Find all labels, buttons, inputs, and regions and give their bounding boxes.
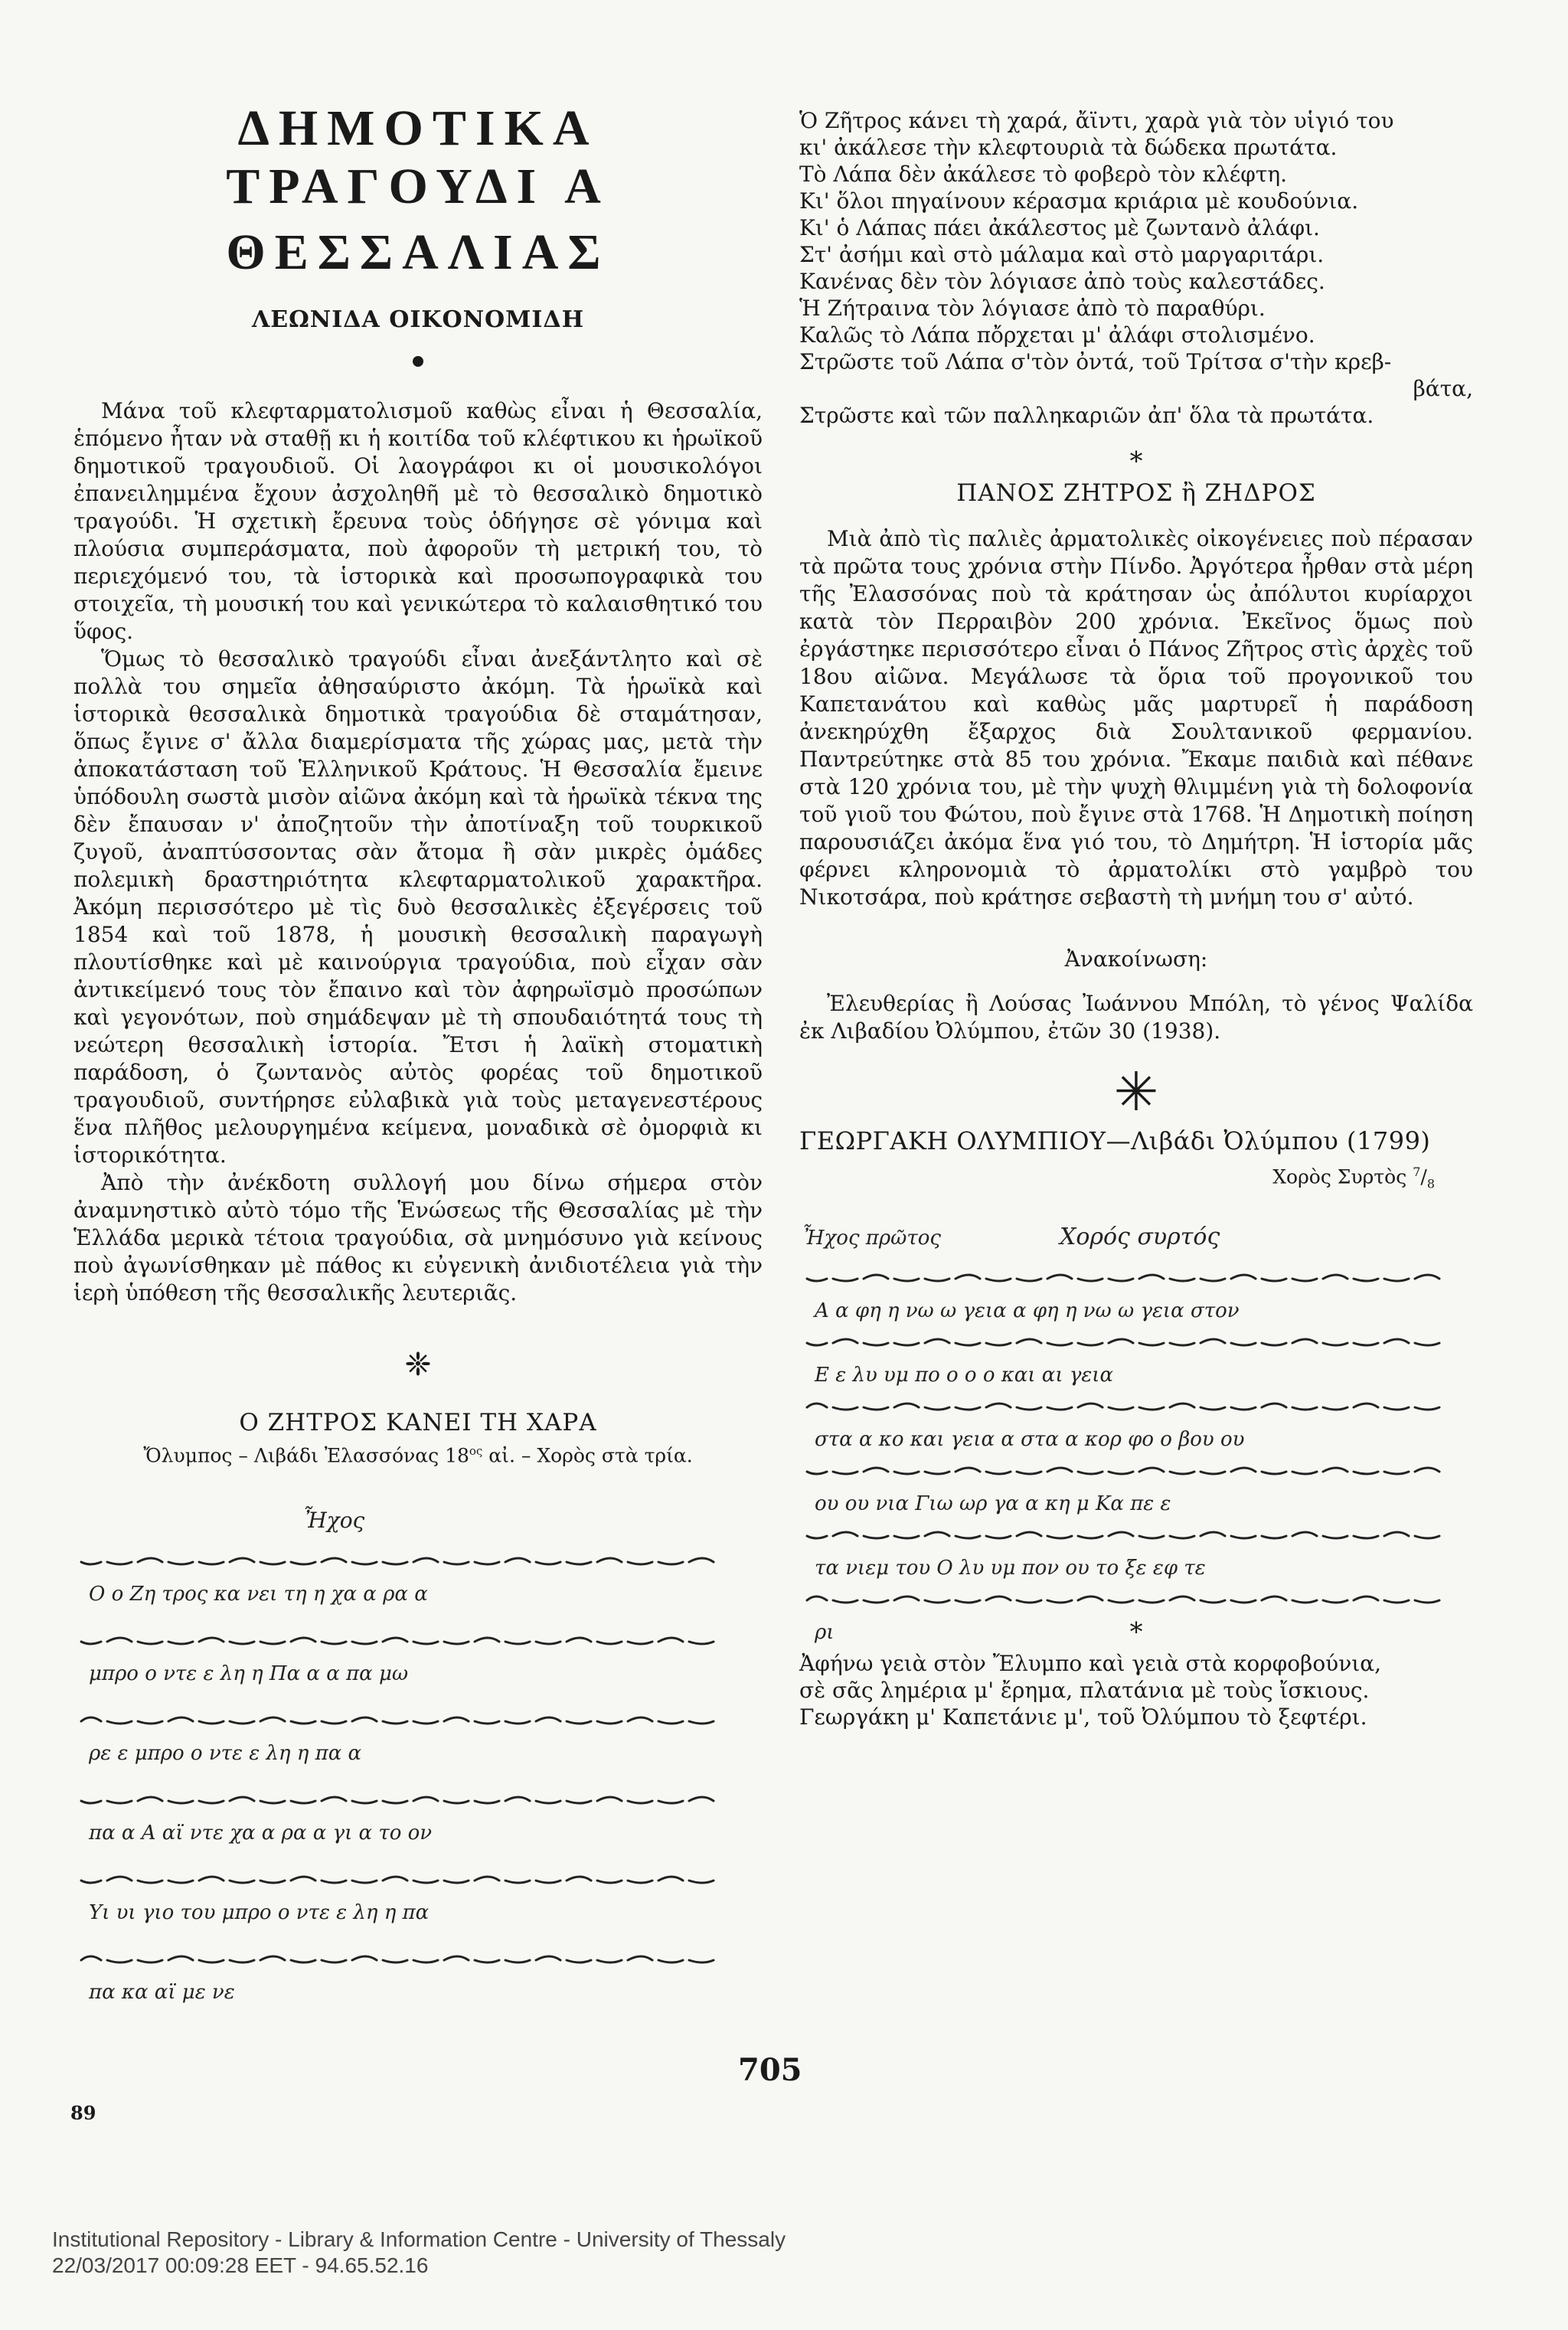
- lyric-syllables: πα κα αϊ με νε: [89, 1981, 235, 2005]
- star-separator-icon: ∗: [1127, 441, 1145, 472]
- footer-line-1: Institutional Repository - Library & Information Centre - University of Thessaly: [52, 2227, 786, 2251]
- song-title: Ο ΖΗΤΡΟΣ ΚΑΝΕΙ ΤΗ ΧΑΡΑ: [239, 1408, 597, 1436]
- neume-line: [81, 1956, 720, 1962]
- section-title: ΠΑΝΟΣ ΖΗΤΡΟΣ ἢ ΖΗΔΡΟΣ: [956, 479, 1316, 507]
- article-title-line2: ΘΕΣΣΑΛΙΑΣ: [226, 224, 610, 280]
- verse-line: Κανένας δὲν τὸν λόγιασε ἀπὸ τοὺς καλεστάδες.: [799, 269, 1325, 294]
- right-column: [799, 107, 1473, 1730]
- song-subtitle: Ὄλυμπος – Λιβάδι Ἐλασσόνας $18^{o\varsigma}$ αἰ. – Χορὸς στὰ τρία.: [143, 1443, 693, 1467]
- verse-line: Καλῶς τὸ Λάπα πὄρχεται μ' ἀλάφι στολισμένο.: [799, 322, 1315, 348]
- verse-last: Στρῶστε καὶ τῶν παλληκαριῶν ἀπ' ὅλα τὰ πρωτάτα.: [799, 403, 1374, 428]
- intro-paragraph-2: Ὅμως τὸ θεσσαλικὸ τραγούδι εἶναι ἀνεξάντλητο καὶ σὲ πολλὰ του σημεῖα ἀθησαύριστο ἀκόμη. Τὰ ἡρωϊκὰ καὶ ἱστορικὰ θεσσαλικὰ δημοτικὰ τραγούδια δὲ σταμάτησαν, ὅπως ἔγινε σ' ἄλλα διαμερίσματα τῆς χώρας μας, μετὰ τὴν ἀποκατάσταση τοῦ Ἑλληνικοῦ Κράτους. Ἡ Θεσσαλία ἔμεινε ὑπόδουλη σωστὰ μισὸν αἰῶνα ἀκόμη καὶ τὰ ἡρωϊκὰ τέκνα της δὲν ἔπαυσαν ν' ἀποζητοῦν τὴν ἀποτίναξη τοῦ τουρκικοῦ ζυγοῦ, ἀναπτύσσοντας σὰν ἄτομα ἢ σὰν μικρὲς ὁμάδες πολεμικὴ δραστηριότητα κλεφταρματολικοῦ χαρακτῆρα. Ἀκόμη περισσότερο μὲ τὶς δυὸ θεσσαλικὲς ἐξεγέρσεις τοῦ 1854 καὶ τοῦ 1878, ἡ μουσικὴ θεσσαλικὴ παραγωγὴ πλουτίσθηκε καὶ μὲ καινούργια τραγούδια, ποὺ εἶχαν σὰν ἀντικείμενό τους τὸν ἔπαινο καὶ τὸν ἀφηρωϊσμὸ προσώπων καὶ γεγονότων, ποὺ σημάδεψαν μὲ τὴ σπουδαιότητά τους τὴ νεώτερη θεσσαλικὴ ἱστορία. Ἔτσι ἡ λαϊκὴ στοματικὴ παράδοση, ὁ ζωντανὸς αὐτὸς φορέας τοῦ δημοτικοῦ τραγουδιοῦ, συντήρησε εὐλαβικὰ γιὰ τοὺς μεταγενεστέρους ἕνα πλῆθος μελουργημένα κείμενα, μοναδικὰ σὲ ὀμορφιὰ κι ἱστορικότητα.: [74, 645, 763, 1168]
- plate-number: 89: [70, 2102, 96, 2124]
- section-paragraph: Μιὰ ἀπὸ τὶς παλιὲς ἀρματολικὲς οἰκογένειες ποὺ πέρασαν τὰ πρῶτα τους χρόνια στὴν Πίνδο. Ἀργότερα ἦρθαν στὰ μέρη τῆς Ἐλασσόνας ποὺ τὰ κράτησαν ὡς ἀπόλυτοι κυρίαρχοι κατὰ τὸν Περραιβὸν 200 χρόνια. Ἐκεῖνος ὅμως ποὺ ἐργάστηκε περισσότερο εἶναι ὁ Πάνος Ζῆτρος στὶς ἀρχὲς τοῦ 18ου αἰῶνα. Μεγάλωσε τὰ ὅρια τοῦ προγονικοῦ του Καπετανάτου καὶ καθὼς μᾶς μαρτυρεῖ ἡ παράδοση ἀνεκηρύχθη ἔξαρχος διὰ Σουλτανικοῦ φερμανίου. Παντρεύτηκε στὰ 85 του χρόνια. Ἔκαμε παιδιὰ καὶ πέθανε στὰ 120 χρόνια του, μὲ τὴν ψυχὴ θλιμμένη γιὰ τὴ δολοφονία τοῦ γιοῦ του Φώτου, ποὺ ἔγινε στὰ 1768. Ἡ Δημοτικὴ ποίηση παρουσιάζει ἀκόμα ἕνα γιό του, τὸ Δημήτρη. Ἡ ἱστορία μᾶς φέρνει κληρονομιὰ τὸ ἀρματολίκι στὸ γαμβρὸ του Νικοτσάρα, ποὺ κράτησε σεβαστὴ τὴ μνήμη του σ' αὐτό.: [799, 526, 1473, 910]
- verse-line: Κι' ὅλοι πηγαίνουν κέρασμα κριάρια μὲ κουδούνια.: [799, 188, 1359, 214]
- song-verses-1: [799, 107, 1473, 375]
- neume-line: [81, 1638, 720, 1644]
- verse-line: Κι' ὁ Λάπας πάει ἀκάλεστος μὲ ζωντανὸ ἀλάφι.: [799, 215, 1320, 240]
- star-separator-2-icon: ∗: [1127, 1612, 1145, 1643]
- music-notation-2: [799, 1214, 1473, 1645]
- neume-line: [81, 1717, 720, 1724]
- verse-line: Τὸ Λάπα δὲν ἀκάλεσε τὸ φοβερὸ τὸν κλέφτη.: [799, 162, 1288, 187]
- verse-line: Ὁ Ζῆτρος κάνει τὴ χαρά, ἄϊντι, χαρὰ γιὰ τὸν υἱγιό του: [799, 108, 1394, 133]
- announcement-label: Ἀνακοίνωση:: [1064, 946, 1208, 972]
- verse-line: κι' ἀκάλεσε τὴν κλεφτουριὰ τὰ δώδεκα πρωτάτα.: [799, 135, 1338, 160]
- neume-line: [81, 1797, 720, 1803]
- verse-line: Στρῶστε τοῦ Λάπα σ'τὸν ὀντά, τοῦ Τρίτσα σ'τὴν κρεβ-: [799, 349, 1392, 374]
- neume-line: [807, 1404, 1446, 1410]
- neume-line: [81, 1558, 720, 1564]
- lyric-syllables: ου ου νια Γιω ωρ γα α κη μ Κα πε ε: [815, 1492, 1171, 1516]
- lyric-syllables: στα α κο και γεια α στα α κορ φο ο βου ου: [815, 1428, 1245, 1452]
- ornament-icon: ❈: [404, 1345, 432, 1383]
- music-notation-1: [74, 1497, 763, 2018]
- intro-paragraph-1: Μάνα τοῦ κλεφταρματολισμοῦ καθὼς εἶναι ἡ Θεσσαλία, ἑπόμενο ἦταν νὰ σταθῇ κι ἡ κοιτίδα τοῦ κλέφτικου κι ἡρωϊκοῦ δημοτικοῦ τραγουδιοῦ. Οἱ λαογράφοι κι οἱ μουσικολόγοι ἐπανειλημμένα ἔχουν ἀσχοληθῆ μὲ τὸ θεσσαλικὸ δημοτικὸ τραγούδι. Ἡ σχετικὴ ἔρευνα τοὺς ὁδήγησε σὲ γόνιμα καὶ πλούσια συμπεράσματα, ποὺ ἀφοροῦν τὴ μετρική του, τὸ περιεχόμενό του, τὰ ἱστορικὰ καὶ προσωπογραφικὰ του στοιχεῖα, τὴ μουσική του καὶ γενικώτερα τὸ καλαισθητικό του ὕφος.: [74, 397, 763, 644]
- author: ΛΕΩΝΙΔΑ ΟΙΚΟΝΟΜΙΔΗ: [251, 306, 585, 333]
- article-title: ΔΗΜΟΤΙΚΑ ΤΡΑΓΟΥΔΙ Α: [226, 100, 610, 214]
- lyric-syllables: Α α φη η νω ω γεια α φη η νω ω γεια στον: [815, 1299, 1240, 1323]
- song-verses-2: [799, 1650, 1473, 1730]
- verse-continuation: βάτα,: [1413, 376, 1473, 401]
- verse-line: Στ' ἀσήμι καὶ στὸ μάλαμα καὶ στὸ μαργαριτάρι.: [799, 242, 1325, 267]
- notation2-heading-b: Χορός συρτός: [1060, 1224, 1220, 1251]
- lyric-syllables: Ο ο Ζη τρος κα νει τη η χα α ρα α: [89, 1583, 428, 1606]
- verse-line: σὲ σᾶς λημέρια μ' ἔρημα, πλατάνια μὲ τοὺς ἴσκιους.: [799, 1678, 1370, 1704]
- lyric-syllables: Υι υι γιο του μπρο ο ντε ε λη η πα: [89, 1901, 430, 1925]
- lyric-syllables: Ε ε λυ υμ πο ο ο ο και αι γεια: [815, 1364, 1114, 1387]
- repository-footer: [52, 2227, 786, 2279]
- neume-line: [807, 1339, 1446, 1345]
- verse-line: Ἀφήνω γειὰ στὸν Ἔλυμπο καὶ γειὰ στὰ κορφοβούνια,: [799, 1651, 1382, 1677]
- asterisk-ornament-icon: ✳: [1113, 1060, 1159, 1123]
- notation2-heading: Ἦχος πρῶτος: [802, 1227, 941, 1250]
- lyric-syllables: μπρο ο ντε ε λη η Πα α α πα μω: [89, 1662, 409, 1686]
- neume-line: [807, 1532, 1446, 1538]
- song2-subtitle: Χορὸς Συρτὸς $^7/_8$: [1272, 1165, 1435, 1191]
- lyric-syllables: πα α Α αϊ ντε χα α ρα α γι α το ον: [89, 1822, 433, 1845]
- notation-heading: Ἦχος: [303, 1508, 365, 1534]
- neume-line: [807, 1275, 1446, 1281]
- left-column: [74, 100, 763, 2018]
- announcement-text: Ἐλευθερίας ἢ Λούσας Ἰωάννου Μπόλη, τὸ γένος Ψαλίδα ἐκ Λιβαδίου Ὀλύμπου, ἐτῶν 30 (1938).: [799, 991, 1473, 1044]
- neume-line: [81, 1877, 720, 1883]
- neume-line: [807, 1596, 1446, 1603]
- neume-line: [807, 1468, 1446, 1474]
- lyric-syllables: ρι: [815, 1621, 835, 1645]
- footer-line-2: 22/03/2017 00:09:28 EET - 94.65.52.16: [52, 2253, 429, 2277]
- verse-line: Ἡ Ζήτραινα τὸν λόγιασε ἀπὸ τὸ παραθύρι.: [799, 296, 1266, 321]
- bullet-dot-icon: [413, 356, 423, 367]
- page-number: 705: [738, 2052, 802, 2088]
- lyric-syllables: τα νιεμ του Ο λυ υμ πον ου το ξε εφ τε: [815, 1557, 1206, 1580]
- verse-line: Γεωργάκη μ' Καπετάνιε μ', τοῦ Ὀλύμπου τὸ ξεφτέρι.: [799, 1704, 1367, 1730]
- song2-title: ΓΕΩΡΓΑΚΗ ΟΛΥΜΠΙΟΥ—Λιβάδι Ὀλύμπου (1799): [799, 1126, 1431, 1155]
- lyric-syllables: ρε ε μπρο ο ντε ε λη η πα α: [89, 1742, 362, 1766]
- intro-paragraph-3: Ἀπὸ τὴν ἀνέκδοτη συλλογή μου δίνω σήμερα στὸν ἀναμνηστικὸ αὐτὸ τόμο τῆς Ἑνώσεως τῆς Θεσσαλίας μὲ τὴν Ἑλλάδα μερικὰ τέτοια τραγούδια, σὰ μνημόσυνο γιὰ κείνους ποὺ ἀγωνίσθηκαν μὲ πάθος κι εὐγενικὴ ἀνιδιοτέλεια γιὰ τὴν ἱερὴ ὑπόθεση τῆς θεσσαλικῆς λευτεριᾶς.: [74, 1169, 763, 1306]
